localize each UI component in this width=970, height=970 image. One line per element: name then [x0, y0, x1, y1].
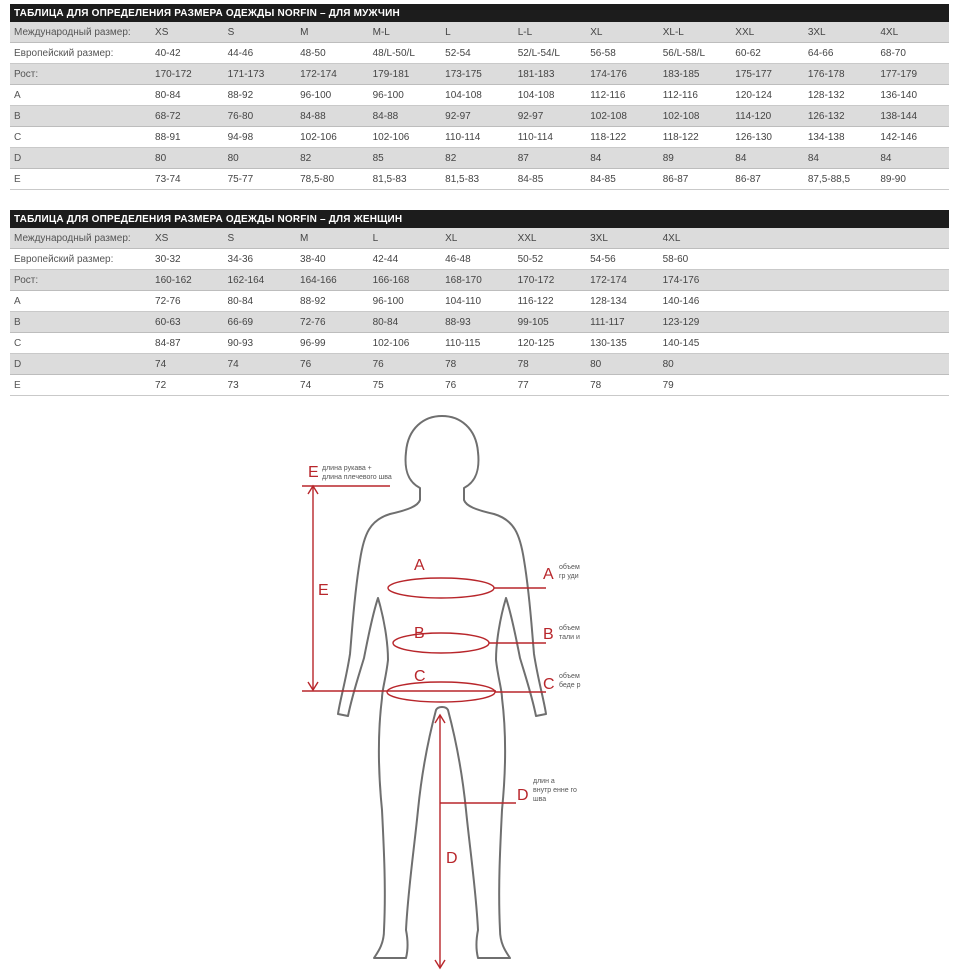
- table-cell: 42-44: [369, 249, 442, 270]
- row-label: E: [10, 375, 151, 396]
- table-cell: 92-97: [441, 106, 514, 127]
- c-waist-label: C: [414, 668, 426, 685]
- table-cell: 64-66: [804, 43, 877, 64]
- table-cell: 134-138: [804, 127, 877, 148]
- table-cell: 52/L-54/L: [514, 43, 587, 64]
- table-cell: 80: [224, 148, 297, 169]
- table-row: [10, 85, 949, 106]
- table-cell: [804, 249, 877, 270]
- table-cell: [804, 312, 877, 333]
- table-cell: S: [224, 22, 297, 43]
- row-label: D: [10, 148, 151, 169]
- row-label: Международный размер:: [10, 22, 151, 43]
- table-cell: [731, 354, 804, 375]
- table-cell: 72-76: [151, 291, 224, 312]
- table-cell: 84: [586, 148, 659, 169]
- table-cell: 174-176: [586, 64, 659, 85]
- table-row: [10, 333, 949, 354]
- table-cell: [804, 333, 877, 354]
- table-cell: 48-50: [296, 43, 369, 64]
- d-label: D: [517, 787, 529, 804]
- table-row: [10, 22, 949, 43]
- table-cell: [876, 228, 949, 249]
- table-cell: 142-146: [876, 127, 949, 148]
- table-cell: 176-178: [804, 64, 877, 85]
- table-row: [10, 64, 949, 85]
- table-row: [10, 43, 949, 64]
- table-cell: 110-114: [441, 127, 514, 148]
- row-label: E: [10, 169, 151, 190]
- table-cell: 86-87: [659, 169, 732, 190]
- table-cell: 172-174: [586, 270, 659, 291]
- table-cell: 102-108: [659, 106, 732, 127]
- row-label: Рост:: [10, 64, 151, 85]
- table-cell: 120-124: [731, 85, 804, 106]
- table-cell: 40-42: [151, 43, 224, 64]
- table-cell: L: [441, 22, 514, 43]
- table-row: [10, 291, 949, 312]
- table-cell: 84: [876, 148, 949, 169]
- table-cell: [731, 228, 804, 249]
- table-cell: [876, 249, 949, 270]
- d-note-line-3: шва: [533, 796, 547, 803]
- d-note-line-2: внутр енне го: [533, 787, 577, 794]
- a-note-line-1: объем: [559, 564, 580, 571]
- table-cell: 38-40: [296, 249, 369, 270]
- table-cell: 56-58: [586, 43, 659, 64]
- row-label: Международный размер:: [10, 228, 151, 249]
- table-cell: [804, 291, 877, 312]
- table-cell: [876, 375, 949, 396]
- table-row: [10, 354, 949, 375]
- table-cell: 170-172: [151, 64, 224, 85]
- table-cell: 72: [151, 375, 224, 396]
- table-cell: 78: [441, 354, 514, 375]
- table-cell: [731, 291, 804, 312]
- table-cell: 120-125: [514, 333, 587, 354]
- row-label: Европейский размер:: [10, 249, 151, 270]
- table-cell: 60-62: [731, 43, 804, 64]
- table-cell: 44-46: [224, 43, 297, 64]
- table-cell: 112-116: [659, 85, 732, 106]
- table-cell: 78: [586, 375, 659, 396]
- table-cell: 87: [514, 148, 587, 169]
- table-cell: XXL: [731, 22, 804, 43]
- table-cell: 80-84: [224, 291, 297, 312]
- table-row: [10, 127, 949, 148]
- table-cell: 84-88: [369, 106, 442, 127]
- table-cell: 96-99: [296, 333, 369, 354]
- table-cell: [876, 333, 949, 354]
- table-cell: 88-91: [151, 127, 224, 148]
- table-cell: XS: [151, 22, 224, 43]
- table-cell: 85: [369, 148, 442, 169]
- table-cell: 170-172: [514, 270, 587, 291]
- table-cell: XL: [586, 22, 659, 43]
- table-cell: 4XL: [659, 228, 732, 249]
- row-label: B: [10, 312, 151, 333]
- table-cell: 80-84: [369, 312, 442, 333]
- table-cell: 111-117: [586, 312, 659, 333]
- d-note-line-1: длин а: [533, 778, 555, 785]
- table-row: [10, 148, 949, 169]
- table-cell: 58-60: [659, 249, 732, 270]
- chest-ellipse: [388, 578, 494, 598]
- d-axis-label: D: [446, 850, 458, 867]
- b-label: B: [543, 626, 554, 643]
- table-cell: 34-36: [224, 249, 297, 270]
- table-cell: 68-70: [876, 43, 949, 64]
- table-cell: 136-140: [876, 85, 949, 106]
- table-cell: 77: [514, 375, 587, 396]
- table-title: ТАБЛИЦА ДЛЯ ОПРЕДЕЛЕНИЯ РАЗМЕРА ОДЕЖДЫ NORFIN – ДЛЯ МУЖЧИН: [10, 4, 949, 22]
- table-cell: 56/L-58/L: [659, 43, 732, 64]
- table-cell: 76: [369, 354, 442, 375]
- table-cell: 104-108: [514, 85, 587, 106]
- table-cell: 99-105: [514, 312, 587, 333]
- table-cell: [731, 375, 804, 396]
- table-cell: 173-175: [441, 64, 514, 85]
- table-cell: 84-85: [586, 169, 659, 190]
- table-cell: 80: [659, 354, 732, 375]
- table-cell: 89-90: [876, 169, 949, 190]
- table-cell: 75-77: [224, 169, 297, 190]
- table-cell: 171-173: [224, 64, 297, 85]
- table-cell: 160-162: [151, 270, 224, 291]
- waist-ellipse: [393, 633, 489, 653]
- table-cell: 3XL: [586, 228, 659, 249]
- c-label: C: [543, 676, 555, 693]
- a-note-line-2: гр уди: [559, 573, 579, 580]
- table-cell: 96-100: [296, 85, 369, 106]
- table-cell: 78,5-80: [296, 169, 369, 190]
- table-cell: 162-164: [224, 270, 297, 291]
- c-note-line-1: объем: [559, 673, 580, 680]
- table-cell: 68-72: [151, 106, 224, 127]
- table-cell: [731, 333, 804, 354]
- table-row: [10, 106, 949, 127]
- row-label: A: [10, 85, 151, 106]
- a-waist-label: A: [414, 557, 425, 574]
- table-cell: 166-168: [369, 270, 442, 291]
- table-cell: 96-100: [369, 85, 442, 106]
- row-label: D: [10, 354, 151, 375]
- table-cell: 128-134: [586, 291, 659, 312]
- table-cell: 138-144: [876, 106, 949, 127]
- table-cell: 87,5-88,5: [804, 169, 877, 190]
- table-cell: 74: [224, 354, 297, 375]
- table-cell: [804, 375, 877, 396]
- b-note-line-1: объем: [559, 625, 580, 632]
- men-size-table: [10, 4, 949, 190]
- table-cell: 76-80: [224, 106, 297, 127]
- table-cell: 89: [659, 148, 732, 169]
- table-cell: 66-69: [224, 312, 297, 333]
- b-note-line-2: тали и: [559, 634, 580, 641]
- table-cell: [876, 291, 949, 312]
- table-cell: 183-185: [659, 64, 732, 85]
- table-cell: 112-116: [586, 85, 659, 106]
- table-cell: 3XL: [804, 22, 877, 43]
- table-cell: [731, 270, 804, 291]
- table-row: [10, 375, 949, 396]
- table-cell: 86-87: [731, 169, 804, 190]
- row-label: A: [10, 291, 151, 312]
- table-cell: 48/L-50/L: [369, 43, 442, 64]
- table-cell: 74: [296, 375, 369, 396]
- table-cell: 172-174: [296, 64, 369, 85]
- row-label: C: [10, 333, 151, 354]
- table-cell: 90-93: [224, 333, 297, 354]
- row-label: Европейский размер:: [10, 43, 151, 64]
- table-cell: 60-63: [151, 312, 224, 333]
- c-note-line-2: беде р: [559, 682, 581, 689]
- e-label: E: [308, 464, 319, 481]
- table-cell: M-L: [369, 22, 442, 43]
- table-cell: [804, 354, 877, 375]
- table-cell: [804, 270, 877, 291]
- table-cell: 110-114: [514, 127, 587, 148]
- e-axis-label: E: [318, 582, 329, 599]
- table-cell: 140-145: [659, 333, 732, 354]
- table-cell: 73: [224, 375, 297, 396]
- table-cell: 92-97: [514, 106, 587, 127]
- table-cell: 126-130: [731, 127, 804, 148]
- table-cell: 174-176: [659, 270, 732, 291]
- table-cell: 118-122: [659, 127, 732, 148]
- table-cell: [876, 354, 949, 375]
- table-cell: 52-54: [441, 43, 514, 64]
- table-cell: 104-108: [441, 85, 514, 106]
- table-cell: 102-106: [369, 333, 442, 354]
- body-measurement-figure: [280, 410, 620, 970]
- table-cell: 80: [151, 148, 224, 169]
- table-cell: 72-76: [296, 312, 369, 333]
- table-cell: 46-48: [441, 249, 514, 270]
- table-cell: 73-74: [151, 169, 224, 190]
- table-cell: [876, 312, 949, 333]
- table-cell: 74: [151, 354, 224, 375]
- table-cell: XL-L: [659, 22, 732, 43]
- table-cell: 84: [804, 148, 877, 169]
- table-cell: 168-170: [441, 270, 514, 291]
- table-cell: 4XL: [876, 22, 949, 43]
- table-cell: L: [369, 228, 442, 249]
- hips-ellipse: [387, 682, 495, 702]
- table-cell: 81,5-83: [441, 169, 514, 190]
- b-waist-label: B: [414, 625, 425, 642]
- table-cell: 82: [441, 148, 514, 169]
- table-cell: 30-32: [151, 249, 224, 270]
- a-label: A: [543, 566, 554, 583]
- table-cell: 177-179: [876, 64, 949, 85]
- table-cell: L-L: [514, 22, 587, 43]
- table-row: [10, 228, 949, 249]
- table-cell: 175-177: [731, 64, 804, 85]
- table-cell: 94-98: [224, 127, 297, 148]
- table-cell: 181-183: [514, 64, 587, 85]
- table-cell: 88-93: [441, 312, 514, 333]
- table-cell: 84: [731, 148, 804, 169]
- table-cell: 54-56: [586, 249, 659, 270]
- table-cell: 130-135: [586, 333, 659, 354]
- table-cell: 75: [369, 375, 442, 396]
- table-row: [10, 169, 949, 190]
- table-cell: M: [296, 228, 369, 249]
- table-cell: 102-108: [586, 106, 659, 127]
- table-cell: S: [224, 228, 297, 249]
- table-cell: 118-122: [586, 127, 659, 148]
- table-cell: XS: [151, 228, 224, 249]
- table-cell: 116-122: [514, 291, 587, 312]
- table-cell: 88-92: [296, 291, 369, 312]
- row-label: C: [10, 127, 151, 148]
- table-cell: 76: [441, 375, 514, 396]
- table-cell: 84-88: [296, 106, 369, 127]
- table-cell: 82: [296, 148, 369, 169]
- table-row: [10, 270, 949, 291]
- table-cell: 179-181: [369, 64, 442, 85]
- table-cell: 50-52: [514, 249, 587, 270]
- table-cell: XXL: [514, 228, 587, 249]
- e-note-line-1: длина рукава +: [322, 465, 372, 472]
- row-label: Рост:: [10, 270, 151, 291]
- women-size-table: [10, 210, 949, 396]
- table-cell: XL: [441, 228, 514, 249]
- table-cell: 140-146: [659, 291, 732, 312]
- table-cell: 164-166: [296, 270, 369, 291]
- table-cell: [804, 228, 877, 249]
- table-cell: 76: [296, 354, 369, 375]
- table-cell: 84-85: [514, 169, 587, 190]
- table-cell: 80: [586, 354, 659, 375]
- table-title: ТАБЛИЦА ДЛЯ ОПРЕДЕЛЕНИЯ РАЗМЕРА ОДЕЖДЫ NORFIN – ДЛЯ ЖЕНЩИН: [10, 210, 949, 228]
- table-row: [10, 312, 949, 333]
- table-cell: 81,5-83: [369, 169, 442, 190]
- table-cell: 96-100: [369, 291, 442, 312]
- table-cell: 104-110: [441, 291, 514, 312]
- table-cell: 78: [514, 354, 587, 375]
- table-cell: 114-120: [731, 106, 804, 127]
- table-cell: 128-132: [804, 85, 877, 106]
- table-cell: 88-92: [224, 85, 297, 106]
- table-row: [10, 249, 949, 270]
- table-cell: [731, 249, 804, 270]
- table-cell: [731, 312, 804, 333]
- table-cell: M: [296, 22, 369, 43]
- table-cell: 110-115: [441, 333, 514, 354]
- table-cell: 84-87: [151, 333, 224, 354]
- human-silhouette: [338, 416, 546, 958]
- table-cell: 102-106: [369, 127, 442, 148]
- table-cell: 79: [659, 375, 732, 396]
- row-label: B: [10, 106, 151, 127]
- table-cell: 80-84: [151, 85, 224, 106]
- table-cell: 126-132: [804, 106, 877, 127]
- table-cell: 102-106: [296, 127, 369, 148]
- table-cell: 123-129: [659, 312, 732, 333]
- table-cell: [876, 270, 949, 291]
- e-note-line-2: длина плечевого шва: [322, 474, 392, 481]
